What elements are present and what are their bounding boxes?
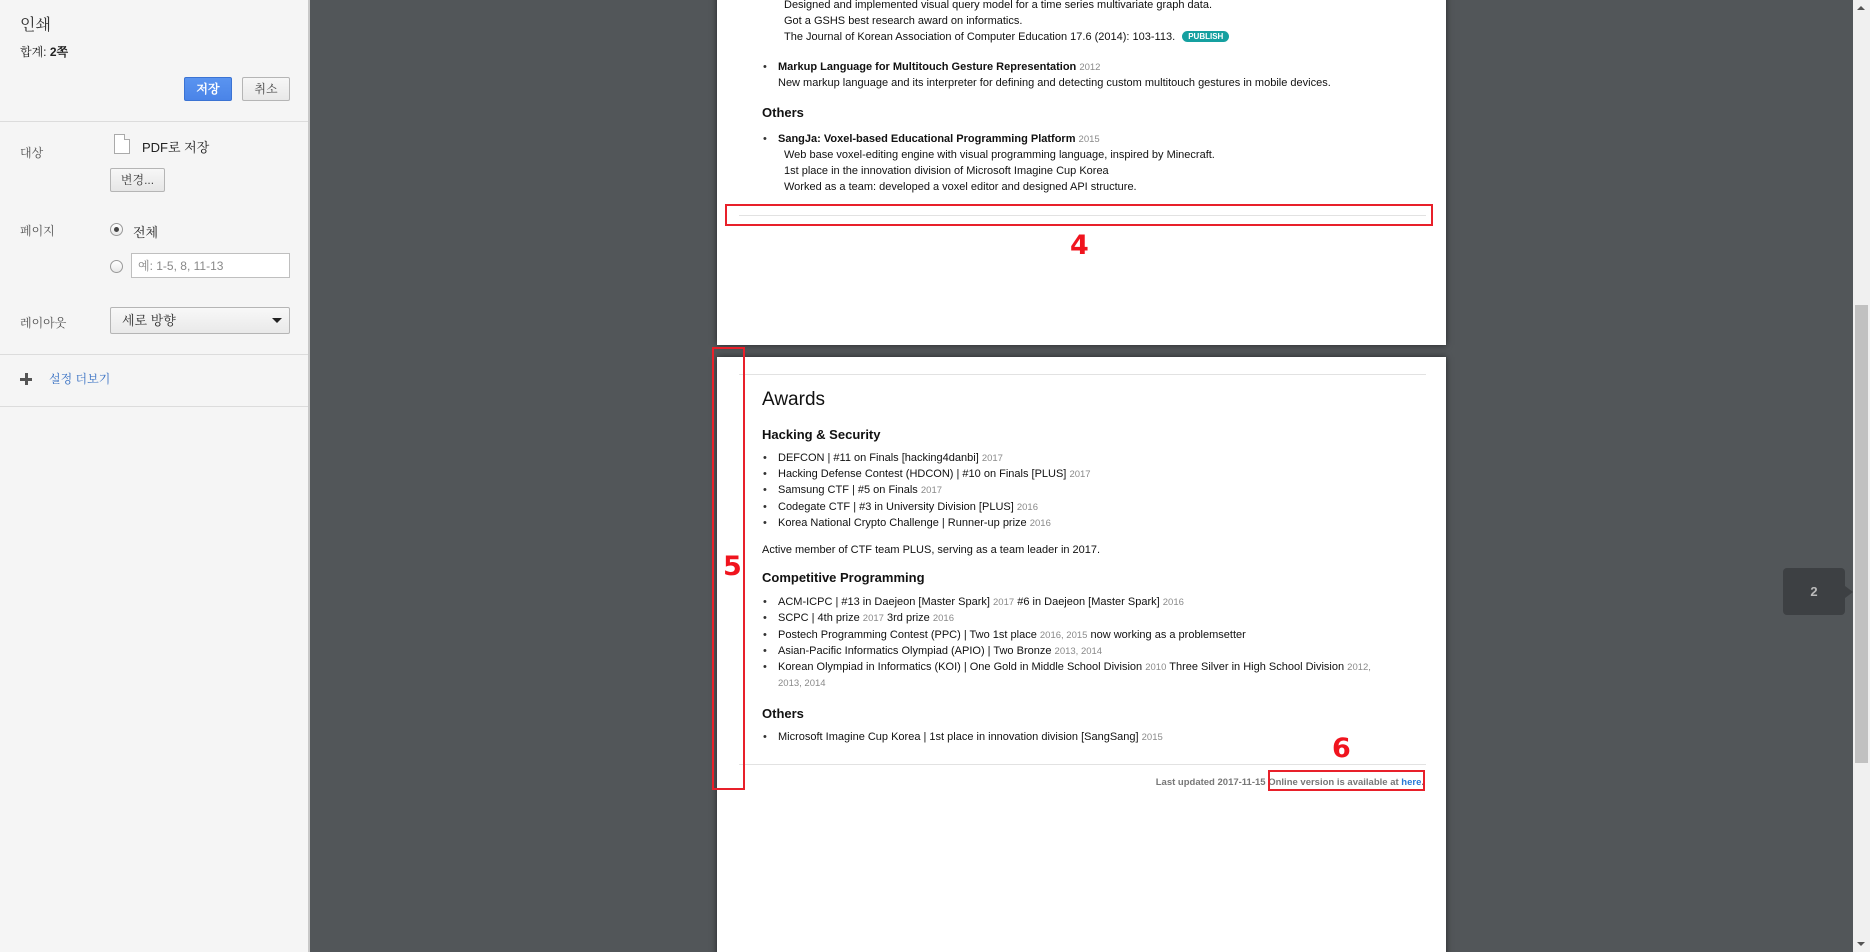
project-desc-line: Worked as a team: developed a voxel editor and designed API structure. (784, 181, 1137, 193)
project-item (778, 133, 1100, 145)
save-button[interactable]: 저장 (184, 77, 232, 101)
award-item (778, 612, 954, 624)
layout-selected-value: 세로 방향 (122, 313, 176, 328)
award-text: Postech Programming Contest (PPC) | Two 1st place (778, 629, 1037, 641)
scroll-up-arrow-icon[interactable] (1857, 6, 1865, 10)
award-year: 2017 (993, 597, 1015, 608)
award-text: Three Silver in High School Division (1169, 661, 1345, 673)
cp-heading: Competitive Programming (762, 570, 925, 585)
ctf-team-note: Active member of CTF team PLUS, serving as a team leader in 2017. (762, 544, 1101, 556)
page-total (20, 43, 68, 60)
award-item (778, 468, 1091, 480)
change-destination-button[interactable]: 변경... (110, 168, 165, 192)
divider (0, 406, 308, 407)
page-total-value: 2쪽 (49, 45, 69, 59)
award-text: now working as a problemsetter (1090, 629, 1246, 641)
award-year: 2017 (1069, 469, 1091, 480)
award-year: 2016, 2015 (1039, 630, 1088, 641)
award-year: 2016 (1162, 597, 1184, 608)
vertical-scrollbar[interactable] (1853, 0, 1870, 952)
pages-label: 페이지 (20, 224, 55, 238)
print-settings-sidebar (0, 0, 310, 952)
others-heading: Others (762, 706, 804, 721)
award-text: Korean Olympiad in Informatics (KOI) | One Gold in Middle School Division (778, 661, 1143, 673)
award-year-continued: 2013, 2014 (778, 678, 826, 689)
award-text: #6 in Daejeon [Master Spark] (1017, 596, 1160, 608)
scrollbar-thumb[interactable] (1855, 305, 1868, 763)
award-item (778, 629, 1246, 641)
print-title: 인쇄 (20, 17, 51, 34)
award-text: 3rd prize (887, 612, 930, 624)
footer-period: . (1421, 777, 1424, 788)
page-total-label: 합계: (20, 45, 47, 59)
cancel-button[interactable]: 취소 (242, 77, 290, 101)
document-icon (114, 134, 130, 154)
project-title: Markup Language for Multitouch Gesture Representation (778, 61, 1077, 73)
page-divider-line (739, 374, 1426, 375)
project-item (778, 61, 1100, 73)
more-settings-label[interactable]: 설정 더보기 (49, 372, 111, 386)
project-desc-line: 1st place in the innovation division of Microsoft Imagine Cup Korea (784, 165, 1109, 177)
preview-page-2 (717, 357, 1446, 952)
project-desc-line (784, 31, 1229, 43)
destination-label: 대상 (20, 146, 44, 160)
award-text: Korea National Crypto Challenge | Runner-up prize (778, 517, 1027, 529)
divider (0, 121, 308, 122)
project-desc-line: Got a GSHS best research award on informatics. (784, 15, 1023, 27)
annotation-box-6 (1268, 770, 1425, 791)
award-year: 2016 (932, 613, 954, 624)
footer-divider-line (739, 764, 1426, 765)
award-text: Codegate CTF | #3 in University Division [PLUS] (778, 501, 1014, 513)
hacking-heading: Hacking & Security (762, 427, 881, 442)
award-item (778, 484, 942, 496)
project-desc-line: Web base voxel-editing engine with visual programming language, inspired by Minecraft. (784, 149, 1215, 161)
award-year: 2017 (981, 453, 1003, 464)
annotation-label-6: 6 (1332, 733, 1351, 764)
award-text: Microsoft Imagine Cup Korea | 1st place in innovation division [SangSang] (778, 731, 1139, 743)
award-year: 2010 (1145, 662, 1167, 673)
award-year: 2016 (1029, 518, 1051, 529)
print-preview-area (312, 0, 1853, 952)
award-item (778, 501, 1038, 513)
layout-select[interactable] (110, 307, 290, 334)
project-year: 2015 (1078, 134, 1100, 145)
online-version-link[interactable]: here (1401, 777, 1422, 788)
annotation-label-5: 5 (723, 551, 742, 582)
preview-page-1 (717, 0, 1446, 345)
award-text: Hacking Defense Contest (HDCON) | #10 on Finals [PLUS] (778, 468, 1067, 480)
award-year: 2012, (1347, 662, 1371, 673)
plus-icon (20, 373, 32, 385)
last-updated: Last updated 2017-11-15 (1155, 777, 1266, 788)
project-desc-line: Designed and implemented visual query model for a time series multivariate graph data. (784, 0, 1212, 11)
others-heading: Others (762, 105, 804, 120)
award-year: 2017 (862, 613, 884, 624)
pages-range-radio[interactable] (110, 260, 123, 273)
award-item (778, 452, 1003, 464)
award-year: 2016 (1016, 502, 1038, 513)
award-year: 2013, 2014 (1054, 646, 1103, 657)
awards-heading: Awards (762, 389, 826, 410)
journal-citation: The Journal of Korean Association of Computer Education 17.6 (2014): 103-113. (784, 31, 1176, 43)
award-item (778, 661, 1371, 673)
page-number-indicator: 2 (1783, 568, 1845, 615)
award-item (778, 645, 1102, 657)
award-text: DEFCON | #11 on Finals [hacking4danbi] (778, 452, 979, 464)
publish-badge[interactable]: PUBLISH (1182, 31, 1229, 42)
pages-all-radio[interactable] (110, 223, 123, 236)
project-desc-line: New markup language and its interpreter for defining and detecting custom multitouch gestures in mobile devices. (778, 77, 1331, 89)
award-text: ACM-ICPC | #13 in Daejeon [Master Spark] (778, 596, 990, 608)
award-item (778, 731, 1163, 743)
award-year: 2015 (1141, 732, 1163, 743)
award-text: Asian-Pacific Informatics Olympiad (APIO) | Two Bronze (778, 645, 1052, 657)
destination-value: PDF로 저장 (142, 140, 210, 155)
page-range-input[interactable] (131, 253, 290, 278)
award-year: 2017 (920, 485, 943, 496)
divider (0, 354, 308, 355)
online-version-text: Online version is available at (1268, 777, 1399, 788)
award-text: Samsung CTF | #5 on Finals (778, 484, 918, 496)
dropdown-caret-icon (272, 318, 282, 323)
annotation-label-4: 4 (1070, 230, 1089, 261)
project-title: SangJa: Voxel-based Educational Programming Platform (778, 133, 1076, 145)
award-item (778, 517, 1051, 529)
annotation-box-4 (725, 204, 1433, 226)
award-item (778, 596, 1184, 608)
scroll-down-arrow-icon[interactable] (1857, 942, 1865, 946)
layout-label: 레이아웃 (20, 316, 67, 330)
pages-all-label[interactable]: 전체 (133, 225, 159, 240)
project-year: 2012 (1079, 62, 1101, 73)
award-text: SCPC | 4th prize (778, 612, 860, 624)
